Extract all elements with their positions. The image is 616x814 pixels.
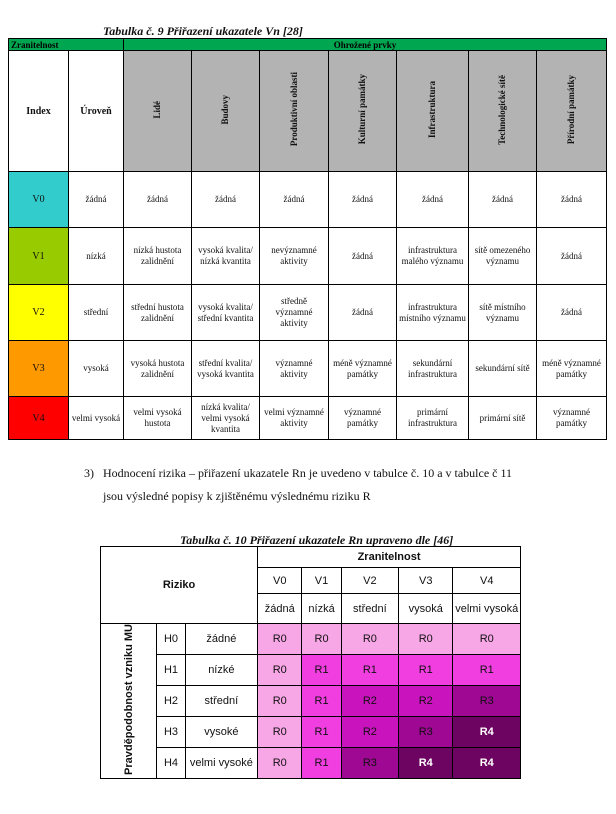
risk-cell: R3 — [453, 685, 521, 716]
risk-cell: R3 — [341, 747, 398, 778]
table-cell: sítě omezeného významu — [469, 228, 537, 285]
table-cell: žádná — [537, 228, 607, 285]
table-cell: žádná — [537, 285, 607, 341]
risk-cell: R0 — [258, 654, 302, 685]
table-cell: žádná — [397, 172, 469, 228]
risk-cell: R3 — [399, 716, 453, 747]
vulnerability-column: V0 — [258, 568, 302, 594]
table-row — [101, 624, 521, 655]
header-threatened-elements: Ohrožené prvky — [124, 39, 607, 51]
table-cell: primární infrastruktura — [397, 397, 469, 440]
vulnerability-index: V1 — [9, 228, 69, 285]
probability-index: H1 — [157, 654, 185, 685]
table-cell: infrastruktura malého významu — [397, 228, 469, 285]
probability-index: H3 — [157, 716, 185, 747]
table-cell: sekundární sítě — [469, 341, 537, 397]
table-cell: sítě místního významu — [469, 285, 537, 341]
risk-cell: R1 — [302, 654, 341, 685]
col-header-index: Index — [9, 51, 69, 172]
vulnerability-level: žádná — [69, 172, 124, 228]
risk-table — [100, 546, 521, 779]
risk-cell: R0 — [399, 624, 453, 655]
risk-cell: R0 — [302, 624, 341, 655]
table-row — [9, 397, 607, 440]
risk-cell: R4 — [453, 716, 521, 747]
vulnerability-column: V3 — [399, 568, 453, 594]
paragraph-risk — [84, 462, 604, 508]
table-row — [101, 716, 521, 747]
probability-level: nízké — [185, 654, 258, 685]
col-header-level: Úroveň — [69, 51, 124, 172]
risk-cell: R4 — [399, 747, 453, 778]
probability-index: H4 — [157, 747, 185, 778]
table-cell: vysoká kvalita/ nízká kvantita — [192, 228, 260, 285]
vulnerability-level: nízká — [69, 228, 124, 285]
table-row — [9, 172, 607, 228]
vulnerability-column: V2 — [341, 568, 398, 594]
table-cell: střední hustota zalidnění — [124, 285, 192, 341]
col-header-category: Produktivní oblasti — [260, 51, 329, 172]
table-cell: vysoká hustota zalidnění — [124, 341, 192, 397]
vulnerability-table — [8, 38, 607, 440]
probability-level: velmi vysoké — [185, 747, 258, 778]
probability-level: žádné — [185, 624, 258, 655]
table-row — [101, 654, 521, 685]
risk-cell: R0 — [258, 624, 302, 655]
vulnerability-index: V0 — [9, 172, 69, 228]
risk-cell: R1 — [453, 654, 521, 685]
table-cell: žádná — [260, 172, 329, 228]
header-vulnerability: Zranitelnost — [9, 39, 124, 51]
vulnerability-index: V4 — [9, 397, 69, 440]
table-cell: nízká kvalita/ velmi vysoká kvantita — [192, 397, 260, 440]
paragraph-number: 3) — [84, 466, 94, 480]
table-cell: nízká hustota zalidnění — [124, 228, 192, 285]
table-cell: významné aktivity — [260, 341, 329, 397]
table-cell: žádná — [124, 172, 192, 228]
probability-index: H0 — [157, 624, 185, 655]
table-row — [101, 685, 521, 716]
vulnerability-level: žádná — [258, 594, 302, 624]
paragraph-line: Hodnocení rizika – přiřazení ukazatele Rn je uvedeno v tabulce č. 10 a v tabulce č 11 — [103, 466, 513, 480]
col-header-category: Budovy — [192, 51, 260, 172]
probability-index: H2 — [157, 685, 185, 716]
risk-cell: R1 — [302, 685, 341, 716]
probability-level: střední — [185, 685, 258, 716]
vulnerability-column: V1 — [302, 568, 341, 594]
vulnerability-level: velmi vysoká — [453, 594, 521, 624]
paragraph-line: jsou výsledné popisy k zjištěnému výslednému riziku R — [103, 489, 371, 503]
risk-cell: R2 — [341, 685, 398, 716]
risk-cell: R2 — [399, 685, 453, 716]
vulnerability-column: V4 — [453, 568, 521, 594]
risk-cell: R0 — [453, 624, 521, 655]
table-cell: žádná — [329, 285, 397, 341]
table-cell: střední kvalita/ vysoká kvantita — [192, 341, 260, 397]
table-cell: významné památky — [329, 397, 397, 440]
table-row — [101, 747, 521, 778]
table-row — [9, 341, 607, 397]
vulnerability-level: vysoká — [69, 341, 124, 397]
table-cell: méně významné památky — [329, 341, 397, 397]
table-cell: žádná — [329, 172, 397, 228]
table-cell: sekundární infrastruktura — [397, 341, 469, 397]
risk-cell: R1 — [302, 747, 341, 778]
risk-cell: R0 — [258, 716, 302, 747]
vulnerability-index: V2 — [9, 285, 69, 341]
table-cell: infrastruktura místního významu — [397, 285, 469, 341]
vulnerability-level: nízká — [302, 594, 341, 624]
risk-cell: R0 — [341, 624, 398, 655]
table10-caption: Tabulka č. 10 Přiřazení ukazatele Rn upraveno dle [46] — [180, 533, 454, 547]
table-cell: velmi vysoká hustota — [124, 397, 192, 440]
table-row — [9, 285, 607, 341]
table9-caption: Tabulka č. 9 Přiřazení ukazatele Vn [28] — [103, 24, 303, 38]
risk-cell: R1 — [399, 654, 453, 685]
risk-cell: R0 — [258, 747, 302, 778]
col-header-category: Infrastruktura — [397, 51, 469, 172]
table-cell: méně významné památky — [537, 341, 607, 397]
vulnerability-level: střední — [69, 285, 124, 341]
risk-cell: R1 — [302, 716, 341, 747]
table-cell: primární sítě — [469, 397, 537, 440]
table-cell: vysoká kvalita/ střední kvantita — [192, 285, 260, 341]
table-cell: žádná — [537, 172, 607, 228]
table-cell: významné památky — [537, 397, 607, 440]
risk-cell: R1 — [341, 654, 398, 685]
risk-cell: R0 — [258, 685, 302, 716]
table-cell: středně významné aktivity — [260, 285, 329, 341]
probability-label: Pravděpodobnost vzniku MU — [101, 624, 157, 779]
risk-cell: R2 — [341, 716, 398, 747]
col-header-category: Lidé — [124, 51, 192, 172]
table-cell: žádná — [329, 228, 397, 285]
risk-cell: R4 — [453, 747, 521, 778]
vulnerability-level: střední — [341, 594, 398, 624]
vulnerability-label: Zranitelnost — [258, 547, 521, 568]
col-header-category: Technologické sítě — [469, 51, 537, 172]
table-row — [9, 228, 607, 285]
col-header-category: Přírodní památky — [537, 51, 607, 172]
risk-label: Riziko — [101, 547, 258, 624]
vulnerability-index: V3 — [9, 341, 69, 397]
vulnerability-level: vysoká — [399, 594, 453, 624]
table-cell: nevýznamné aktivity — [260, 228, 329, 285]
col-header-category: Kulturní památky — [329, 51, 397, 172]
table-cell: velmi významné aktivity — [260, 397, 329, 440]
probability-level: vysoké — [185, 716, 258, 747]
table-cell: žádná — [192, 172, 260, 228]
table-cell: žádná — [469, 172, 537, 228]
vulnerability-level: velmi vysoká — [69, 397, 124, 440]
